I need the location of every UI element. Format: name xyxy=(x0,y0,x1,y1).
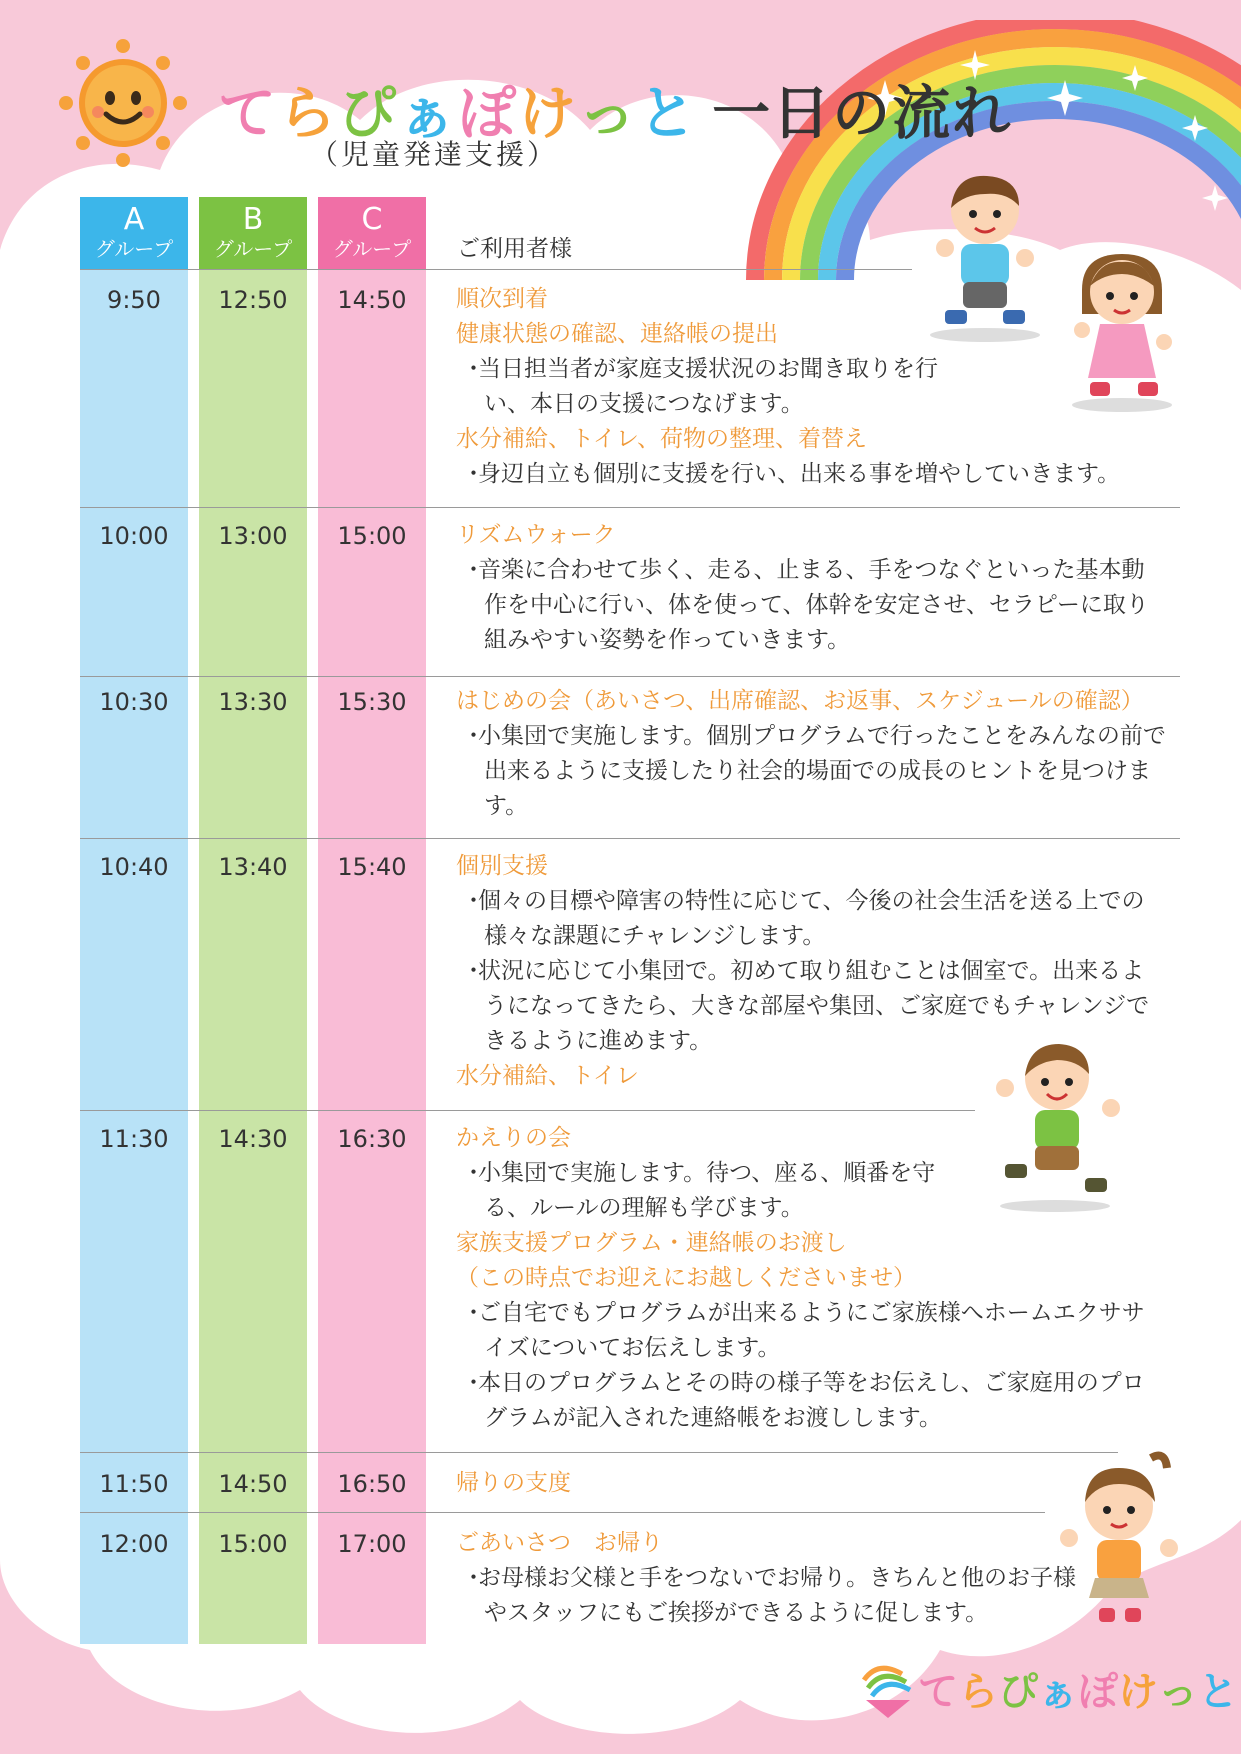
jumping-boy-icon xyxy=(985,1038,1125,1213)
brand-char: け xyxy=(1118,1669,1158,1715)
activity-heading: はじめの会（あいさつ、出席確認、お返事、スケジュールの確認） xyxy=(456,688,1144,714)
footer-logo-text xyxy=(918,1660,1238,1717)
activity-heading: リズムウォーク xyxy=(456,522,616,548)
activity-detail: ・ 身辺自立も個別に支援を行い、出来る事を増やしていきます。 xyxy=(456,457,1166,492)
activity-heading: 水分補給、トイレ、荷物の整理、着替え xyxy=(456,426,868,452)
activity-heading: かえりの会 xyxy=(456,1125,571,1151)
activity-detail: ・ 音楽に合わせて歩く、走る、止まる、手をつなぐといった基本動作を中心に行い、体を使って、体幹を安定させ、セラピーに取り組みやすい姿勢を作っていきます。 xyxy=(456,553,1166,658)
time-group-a: 10:00 xyxy=(99,522,169,550)
time-group-b: 15:00 xyxy=(218,1530,288,1558)
activity-detail: ・ ご自宅でもプログラムが出来るようにご家族様へホームエクササイズについてお伝えします。 xyxy=(456,1296,1166,1366)
activity-detail: ・ 本日のプログラムとその時の様子等をお伝えし、ご家庭用のプログラムが記入された連絡帳をお渡しします。 xyxy=(456,1366,1166,1436)
group-c-column xyxy=(318,197,426,1644)
brand-char: ら xyxy=(958,1669,998,1715)
brand-char: と xyxy=(638,79,699,147)
time-group-b: 12:50 xyxy=(218,286,288,314)
brand-char: て xyxy=(218,79,279,147)
row-divider xyxy=(80,1512,1045,1513)
time-group-c: 14:50 xyxy=(337,286,407,314)
time-group-c: 16:50 xyxy=(337,1470,407,1498)
row-divider xyxy=(80,269,912,270)
time-group-a: 10:30 xyxy=(99,688,169,716)
group-b-column xyxy=(199,197,307,1644)
waving-girl-icon xyxy=(1055,1448,1185,1633)
group-a-column xyxy=(80,197,188,1644)
activity-block xyxy=(456,518,1166,658)
group-a-header xyxy=(80,197,188,269)
group-label: グループ xyxy=(213,237,293,261)
activity-heading: 家族支援プログラム・連絡帳のお渡し xyxy=(456,1230,847,1256)
activity-detail: ・ 状況に応じて小集団で。初めて取り組むことは個室で。出来るようになってきたら、大きな部屋や集団、ご家庭でもチャレンジできるように進めます。 xyxy=(456,954,1166,1059)
sun-icon xyxy=(58,38,188,168)
time-group-c: 15:00 xyxy=(337,522,407,550)
activity-heading: ごあいさつ お帰り xyxy=(456,1530,663,1556)
time-group-a: 11:30 xyxy=(99,1125,169,1153)
row-divider xyxy=(80,838,1180,839)
running-boy-icon xyxy=(915,170,1050,345)
time-group-c: 17:00 xyxy=(337,1530,407,1558)
time-group-b: 14:30 xyxy=(218,1125,288,1153)
activity-heading: 順次到着 xyxy=(456,286,548,312)
brand-char: と xyxy=(1198,1669,1238,1715)
activity-heading: 健康状態の確認、連絡帳の提出 xyxy=(456,321,778,347)
group-b-header xyxy=(199,197,307,269)
time-group-b: 13:00 xyxy=(218,522,288,550)
row-divider xyxy=(80,507,1180,508)
activity-detail: ・ 小集団で実施します。待つ、座る、順番を守る、ルールの理解も学びます。 xyxy=(456,1156,954,1226)
activity-heading: 帰りの支度 xyxy=(456,1470,571,1496)
time-group-a: 10:40 xyxy=(99,853,169,881)
activity-detail: ・ 個々の目標や障害の特性に応じて、今後の社会生活を送る上での様々な課題にチャレンジします。 xyxy=(456,884,1166,954)
brand-char: っ xyxy=(1158,1669,1198,1715)
brand-char: ぁ xyxy=(398,79,459,147)
activity-heading: 水分補給、トイレ xyxy=(456,1063,639,1089)
activity-heading: （この時点でお迎えにお越しくださいませ） xyxy=(456,1265,916,1291)
row-divider xyxy=(80,676,1180,677)
time-group-a: 9:50 xyxy=(107,286,161,314)
time-group-b: 13:40 xyxy=(218,853,288,881)
brand-char: っ xyxy=(578,79,639,147)
brand-char: け xyxy=(518,79,579,147)
group-label: グループ xyxy=(94,237,174,261)
time-group-b: 13:30 xyxy=(218,688,288,716)
brand-char: ぴ xyxy=(998,1669,1038,1715)
group-label: グループ xyxy=(332,237,412,261)
row-divider xyxy=(80,1452,1118,1453)
group-letter: A xyxy=(123,202,145,237)
row-divider xyxy=(80,1110,975,1111)
page-subtitle: （児童発達支援） xyxy=(310,138,559,171)
activity-detail: ・ 小集団で実施します。個別プログラムで行ったことをみんなの前で出来るように支援したり社会的場面での成長のヒントを見つけます。 xyxy=(456,719,1166,824)
brand-char: ぴ xyxy=(338,79,399,147)
activity-heading: 個別支援 xyxy=(456,853,548,879)
running-girl-icon xyxy=(1060,250,1185,415)
activity-detail: ・ お母様お父様と手をつないでお帰り。きちんと他のお子様やスタッフにもご挨拶ができるように促します。 xyxy=(456,1561,1096,1631)
users-header: ご利用者様 xyxy=(457,236,572,262)
title-main: 一日の流れ xyxy=(712,79,1013,147)
time-group-c: 15:30 xyxy=(337,688,407,716)
activity-block xyxy=(456,684,1166,824)
brand-char: て xyxy=(918,1669,958,1715)
time-group-c: 16:30 xyxy=(337,1125,407,1153)
group-letter: C xyxy=(361,202,383,237)
time-group-a: 12:00 xyxy=(99,1530,169,1558)
brand-char: ら xyxy=(278,79,339,147)
activity-block xyxy=(456,1526,1096,1631)
time-group-a: 11:50 xyxy=(99,1470,169,1498)
time-group-b: 14:50 xyxy=(218,1470,288,1498)
group-letter: B xyxy=(242,202,264,237)
activity-detail: ・ 当日担当者が家庭支援状況のお聞き取りを行い、本日の支援につなげます。 xyxy=(456,352,964,422)
brand-char: ぽ xyxy=(458,79,519,147)
time-group-c: 15:40 xyxy=(337,853,407,881)
brand-char: ぽ xyxy=(1078,1669,1118,1715)
brand-char: ぁ xyxy=(1038,1669,1078,1715)
group-c-header xyxy=(318,197,426,269)
